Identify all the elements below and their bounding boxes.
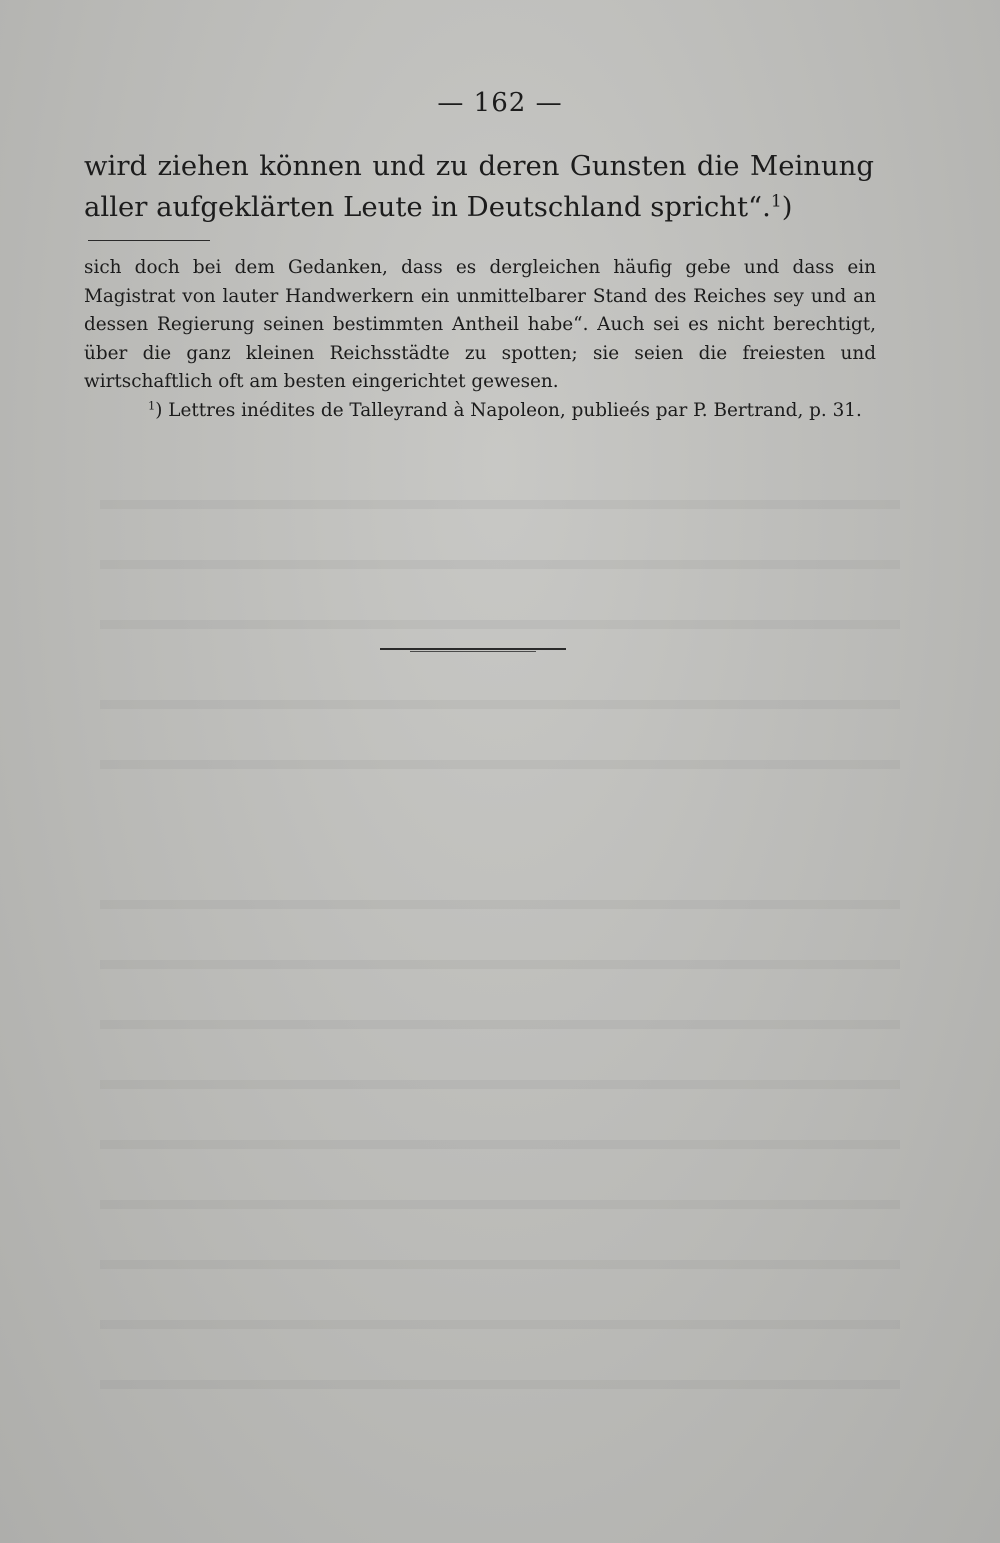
bleed-through-line <box>100 960 900 969</box>
footnote-continuation: sich doch bei dem Gedanken, dass es dergleichen häufig gebe und dass ein Magistrat von lauter Handwerkern ein unmittelbarer Stand des Reiches sey und an dessen Regierung seinen bestimmten Antheil habe“. Auch sei es nicht berechtigt, über die ganz kleinen Reichsstädte zu spotten; sie seien die freiesten und wirtschaftlich oft am besten eingerichtet gewesen. <box>84 257 876 393</box>
chapter-end-rule <box>380 648 566 650</box>
footnote-reference-tail: ) <box>781 191 793 223</box>
bleed-through-line <box>100 1260 900 1269</box>
bleed-through-line <box>100 1380 900 1389</box>
footnote-1-marker: 1 <box>148 398 156 413</box>
footnote-1-text: ) Lettres inédites de Talleyrand à Napoleon, publieés par P. Bertrand, p. 31. <box>155 399 862 421</box>
bleed-through-line <box>100 560 900 569</box>
main-paragraph-text: wird ziehen können und zu deren Gunsten die Meinung aller aufgeklärten Leute in Deutschland spricht“. <box>84 150 874 223</box>
footnote-1 <box>84 397 876 426</box>
footnote-separator <box>88 240 210 241</box>
bleed-through-line <box>100 900 900 909</box>
bleed-through-line <box>100 700 900 709</box>
bleed-through-line <box>100 1020 900 1029</box>
page-number: — 162 — <box>437 88 563 118</box>
footnote-reference: 1 <box>770 191 782 212</box>
bleed-through-line <box>100 760 900 769</box>
bleed-through-line <box>100 500 900 509</box>
main-paragraph <box>84 146 874 228</box>
bleed-through-line <box>100 1080 900 1089</box>
bleed-through-line <box>100 620 900 629</box>
bleed-through-line <box>100 1200 900 1209</box>
footnotes <box>84 254 876 426</box>
bleed-through-line <box>100 1320 900 1329</box>
bleed-through-line <box>100 1140 900 1149</box>
main-text <box>84 146 874 228</box>
